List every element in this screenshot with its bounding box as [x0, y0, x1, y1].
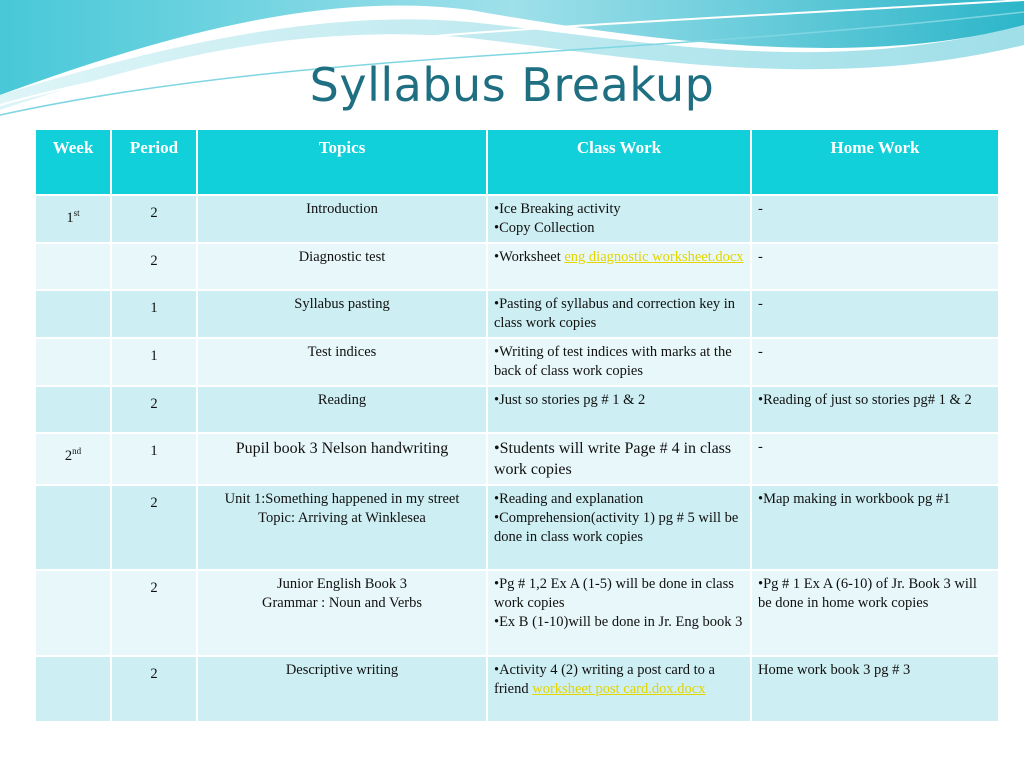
homework-cell: •Pg # 1 Ex A (6-10) of Jr. Book 3 will be done in home work copies: [751, 570, 999, 656]
table-row: [35, 656, 999, 722]
header-period: Period: [111, 129, 197, 195]
topic-cell: Reading: [197, 386, 487, 433]
classwork-cell: •Activity 4 (2) writing a post card to a friend worksheet post card.dox.docx: [487, 656, 751, 722]
topic-cell: Pupil book 3 Nelson handwriting: [197, 433, 487, 485]
table-header-row: [35, 129, 999, 195]
topic-cell: Diagnostic test: [197, 243, 487, 290]
table-row: [35, 433, 999, 485]
classwork-cell: •Worksheet eng diagnostic worksheet.docx: [487, 243, 751, 290]
period-cell: 1: [111, 338, 197, 386]
homework-cell: Home work book 3 pg # 3: [751, 656, 999, 722]
homework-cell: -: [751, 195, 999, 243]
period-cell: 2: [111, 243, 197, 290]
topic-cell: Descriptive writing: [197, 656, 487, 722]
classwork-cell: •Students will write Page # 4 in class work copies: [487, 433, 751, 485]
period-cell: 1: [111, 290, 197, 338]
classwork-cell: •Writing of test indices with marks at the back of class work copies: [487, 338, 751, 386]
table-row: [35, 485, 999, 570]
homework-cell: -: [751, 433, 999, 485]
table-row: [35, 243, 999, 290]
homework-cell: •Reading of just so stories pg# 1 & 2: [751, 386, 999, 433]
topic-cell: Unit 1:Something happened in my street Topic: Arriving at Winklesea: [197, 485, 487, 570]
slide-title: Syllabus Breakup: [309, 58, 715, 112]
table-row: [35, 195, 999, 243]
week-cell: [35, 243, 111, 290]
period-cell: 2: [111, 195, 197, 243]
header-class-work: Class Work: [487, 129, 751, 195]
homework-cell: -: [751, 338, 999, 386]
week-cell: [35, 338, 111, 386]
week-cell: 2nd: [35, 433, 111, 485]
classwork-cell: •Reading and explanation •Comprehension(activity 1) pg # 5 will be done in class work copies: [487, 485, 751, 570]
table-row: [35, 386, 999, 433]
topic-cell: Syllabus pasting: [197, 290, 487, 338]
syllabus-table: [34, 128, 1000, 723]
period-cell: 2: [111, 656, 197, 722]
topic-cell: Introduction: [197, 195, 487, 243]
period-cell: 1: [111, 433, 197, 485]
header-home-work: Home Work: [751, 129, 999, 195]
worksheet-link[interactable]: eng diagnostic worksheet.docx: [564, 249, 744, 265]
table-row: [35, 338, 999, 386]
worksheet-link[interactable]: worksheet post card.dox.docx: [532, 681, 706, 697]
classwork-cell: •Pasting of syllabus and correction key in class work copies: [487, 290, 751, 338]
classwork-cell: •Ice Breaking activity •Copy Collection: [487, 195, 751, 243]
homework-cell: •Map making in workbook pg #1: [751, 485, 999, 570]
classwork-cell: •Just so stories pg # 1 & 2: [487, 386, 751, 433]
classwork-cell: •Pg # 1,2 Ex A (1-5) will be done in class work copies •Ex B (1-10)will be done in Jr. Eng book 3: [487, 570, 751, 656]
period-cell: 2: [111, 570, 197, 656]
table-row: [35, 570, 999, 656]
header-topics: Topics: [197, 129, 487, 195]
homework-cell: -: [751, 243, 999, 290]
week-cell: 1st: [35, 195, 111, 243]
week-cell: [35, 290, 111, 338]
period-cell: 2: [111, 386, 197, 433]
topic-cell: Test indices: [197, 338, 487, 386]
week-cell: [35, 386, 111, 433]
week-cell: [35, 656, 111, 722]
homework-cell: -: [751, 290, 999, 338]
week-cell: [35, 485, 111, 570]
period-cell: 2: [111, 485, 197, 570]
header-week: Week: [35, 129, 111, 195]
week-cell: [35, 570, 111, 656]
table-row: [35, 290, 999, 338]
topic-cell: Junior English Book 3 Grammar : Noun and Verbs: [197, 570, 487, 656]
